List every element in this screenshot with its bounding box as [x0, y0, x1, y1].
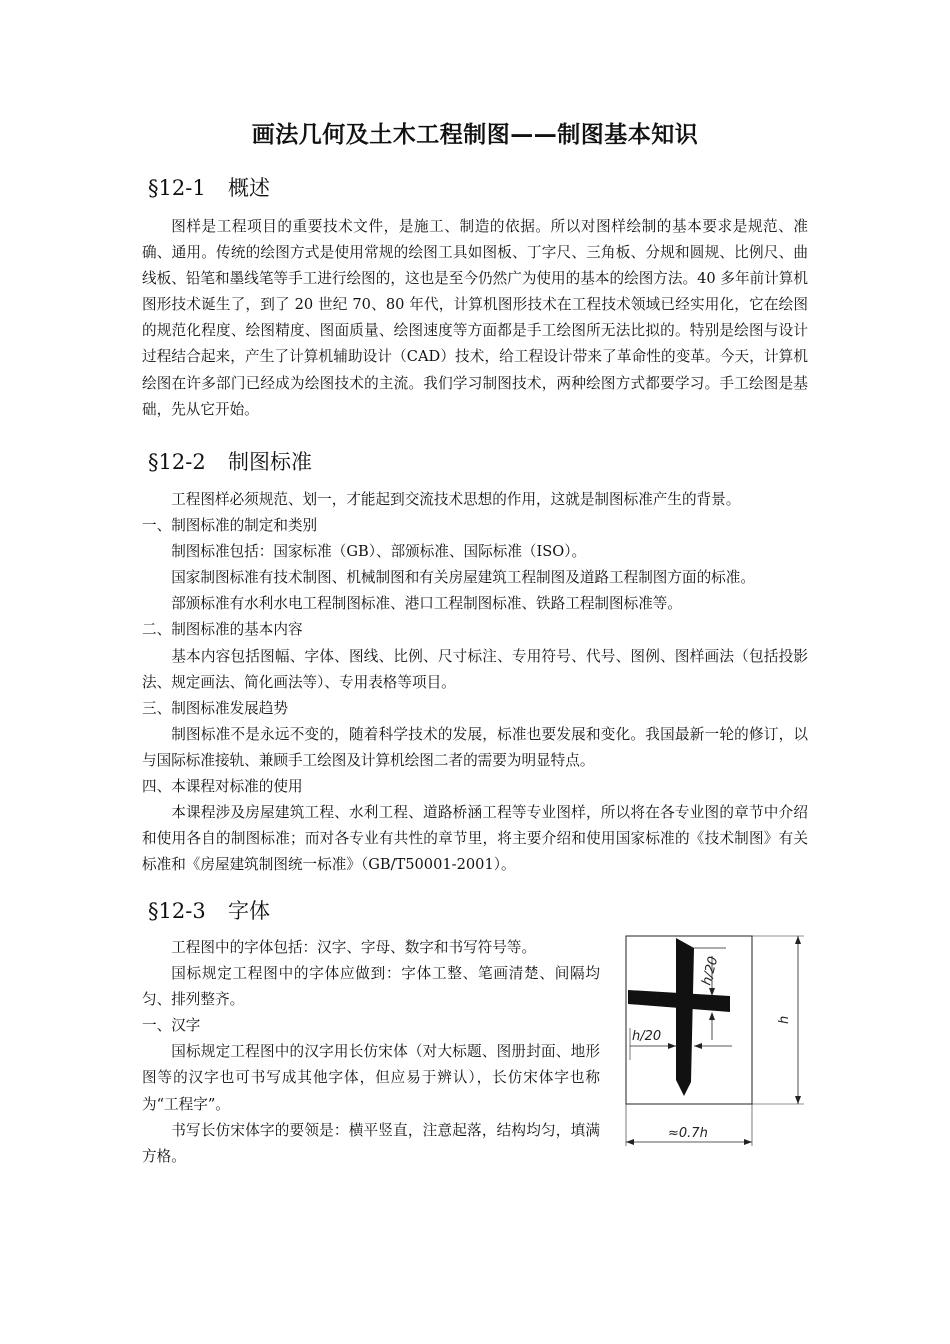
subheading: 二、制图标准的基本内容 [142, 621, 303, 639]
section-12-2-body [142, 487, 808, 878]
paragraph: 图样是工程项目的重要技术文件，是施工、制造的依据。所以对图样绘制的基本要求是规范、准确、通用。传统的绘图方式是使用常规的绘图工具如图板、丁字尺、三角板、分规和圆规、比例尺、曲线板、铅笔和墨线笔等手工进行绘图的，这也是至今仍然广为使用的基本的绘图方法。40 多年前计算机图形技术诞生了，到了 20 世纪 70、80 年代，计算机图形技术在工程技术领域已经实用化，它在绘图的规范化程度、绘图精度、图面质量、绘图速度等方面都是手工绘图所无法比拟的。特别是绘图与设计过程结合起来，产生了计算机辅助设计（CAD）技术，给工程设计带来了革命性的变革。今天，计算机绘图在许多部门已经成为绘图技术的主流。我们学习制图技术，两种绘图方式都要学习。手工绘图是基础，先从它开始。 [142, 218, 808, 418]
section-name: 概述 [228, 176, 270, 200]
paragraph: 本课程涉及房屋建筑工程、水利工程、道路桥涵工程等专业图样，所以将在各专业图的章节中介绍和使用各自的制图标准；而对各专业有共性的章节里，将主要介绍和使用国家标准的《技术制图》有关标准和《房屋建筑制图统一标准》（GB/T50001-2001）。 [142, 804, 808, 874]
section-number: §12-3 [148, 899, 206, 923]
dimension-label-h20-left: h/20 [632, 1029, 662, 1044]
section-heading-12-3 [148, 895, 270, 925]
subheading: 三、制图标准发展趋势 [142, 699, 288, 717]
section-12-3-body [142, 935, 600, 1170]
paragraph: 工程图中的字体包括：汉字、字母、数字和书写符号等。 [171, 939, 537, 956]
paragraph: 国家制图标准有技术制图、机械制图和有关房屋建筑工程制图及道路工程制图方面的标准。 [171, 569, 755, 587]
page-title: 画法几何及土木工程制图——制图基本知识 [251, 122, 699, 148]
paragraph: 国标规定工程图中的汉字用长仿宋体（对大标题、图册封面、地形图等的汉字也可书写成其他字体，但应易于辨认），长仿宋体字也称为“工程字”。 [142, 1043, 600, 1113]
section-name: 字体 [228, 899, 270, 923]
subheading: 一、汉字 [142, 1017, 201, 1035]
paragraph: 部颁标准有水利水电工程制图标准、港口工程制图标准、铁路工程制图标准等。 [171, 595, 682, 613]
section-12-1-body [142, 214, 808, 423]
dimension-label-h: h [777, 1015, 792, 1024]
paragraph: 制图标准包括：国家标准（GB）、部颁标准、国际标准（ISO）。 [171, 543, 587, 561]
dimension-label-width: ≈0.7h [668, 1126, 708, 1141]
subheading: 四、本课程对标准的使用 [142, 778, 303, 796]
paragraph: 制图标准不是永远不变的，随着科学技术的发展，标准也要发展和变化。我国最新一轮的修订，以与国际标准接轨、兼顾手工绘图及计算机绘图二者的需要为明显特点。 [142, 725, 808, 769]
section-number: §12-1 [148, 176, 206, 200]
section-number: §12-2 [148, 450, 206, 474]
font-proportion-figure [622, 932, 812, 1152]
vertical-stroke [676, 938, 694, 1096]
dimension-label-h20-top: h/20 [699, 954, 722, 988]
subheading: 一、制图标准的制定和类别 [142, 517, 318, 535]
paragraph: 书写长仿宋体字的要领是：横平竖直，注意起落，结构均匀，填满方格。 [142, 1121, 600, 1165]
paragraph: 工程图样必须规范、划一，才能起到交流技术思想的作用，这就是制图标准产生的背景。 [171, 491, 741, 508]
section-name: 制图标准 [228, 450, 312, 474]
section-heading-12-2 [148, 446, 312, 476]
paragraph: 基本内容包括图幅、字体、图线、比例、尺寸标注、专用符号、代号、图例、图样画法（包括投影法、规定画法、简化画法等）、专用表格等项目。 [142, 647, 808, 691]
paragraph: 国标规定工程图中的字体应做到：字体工整、笔画清楚、间隔均匀、排列整齐。 [142, 965, 600, 1009]
section-heading-12-1 [148, 172, 270, 202]
